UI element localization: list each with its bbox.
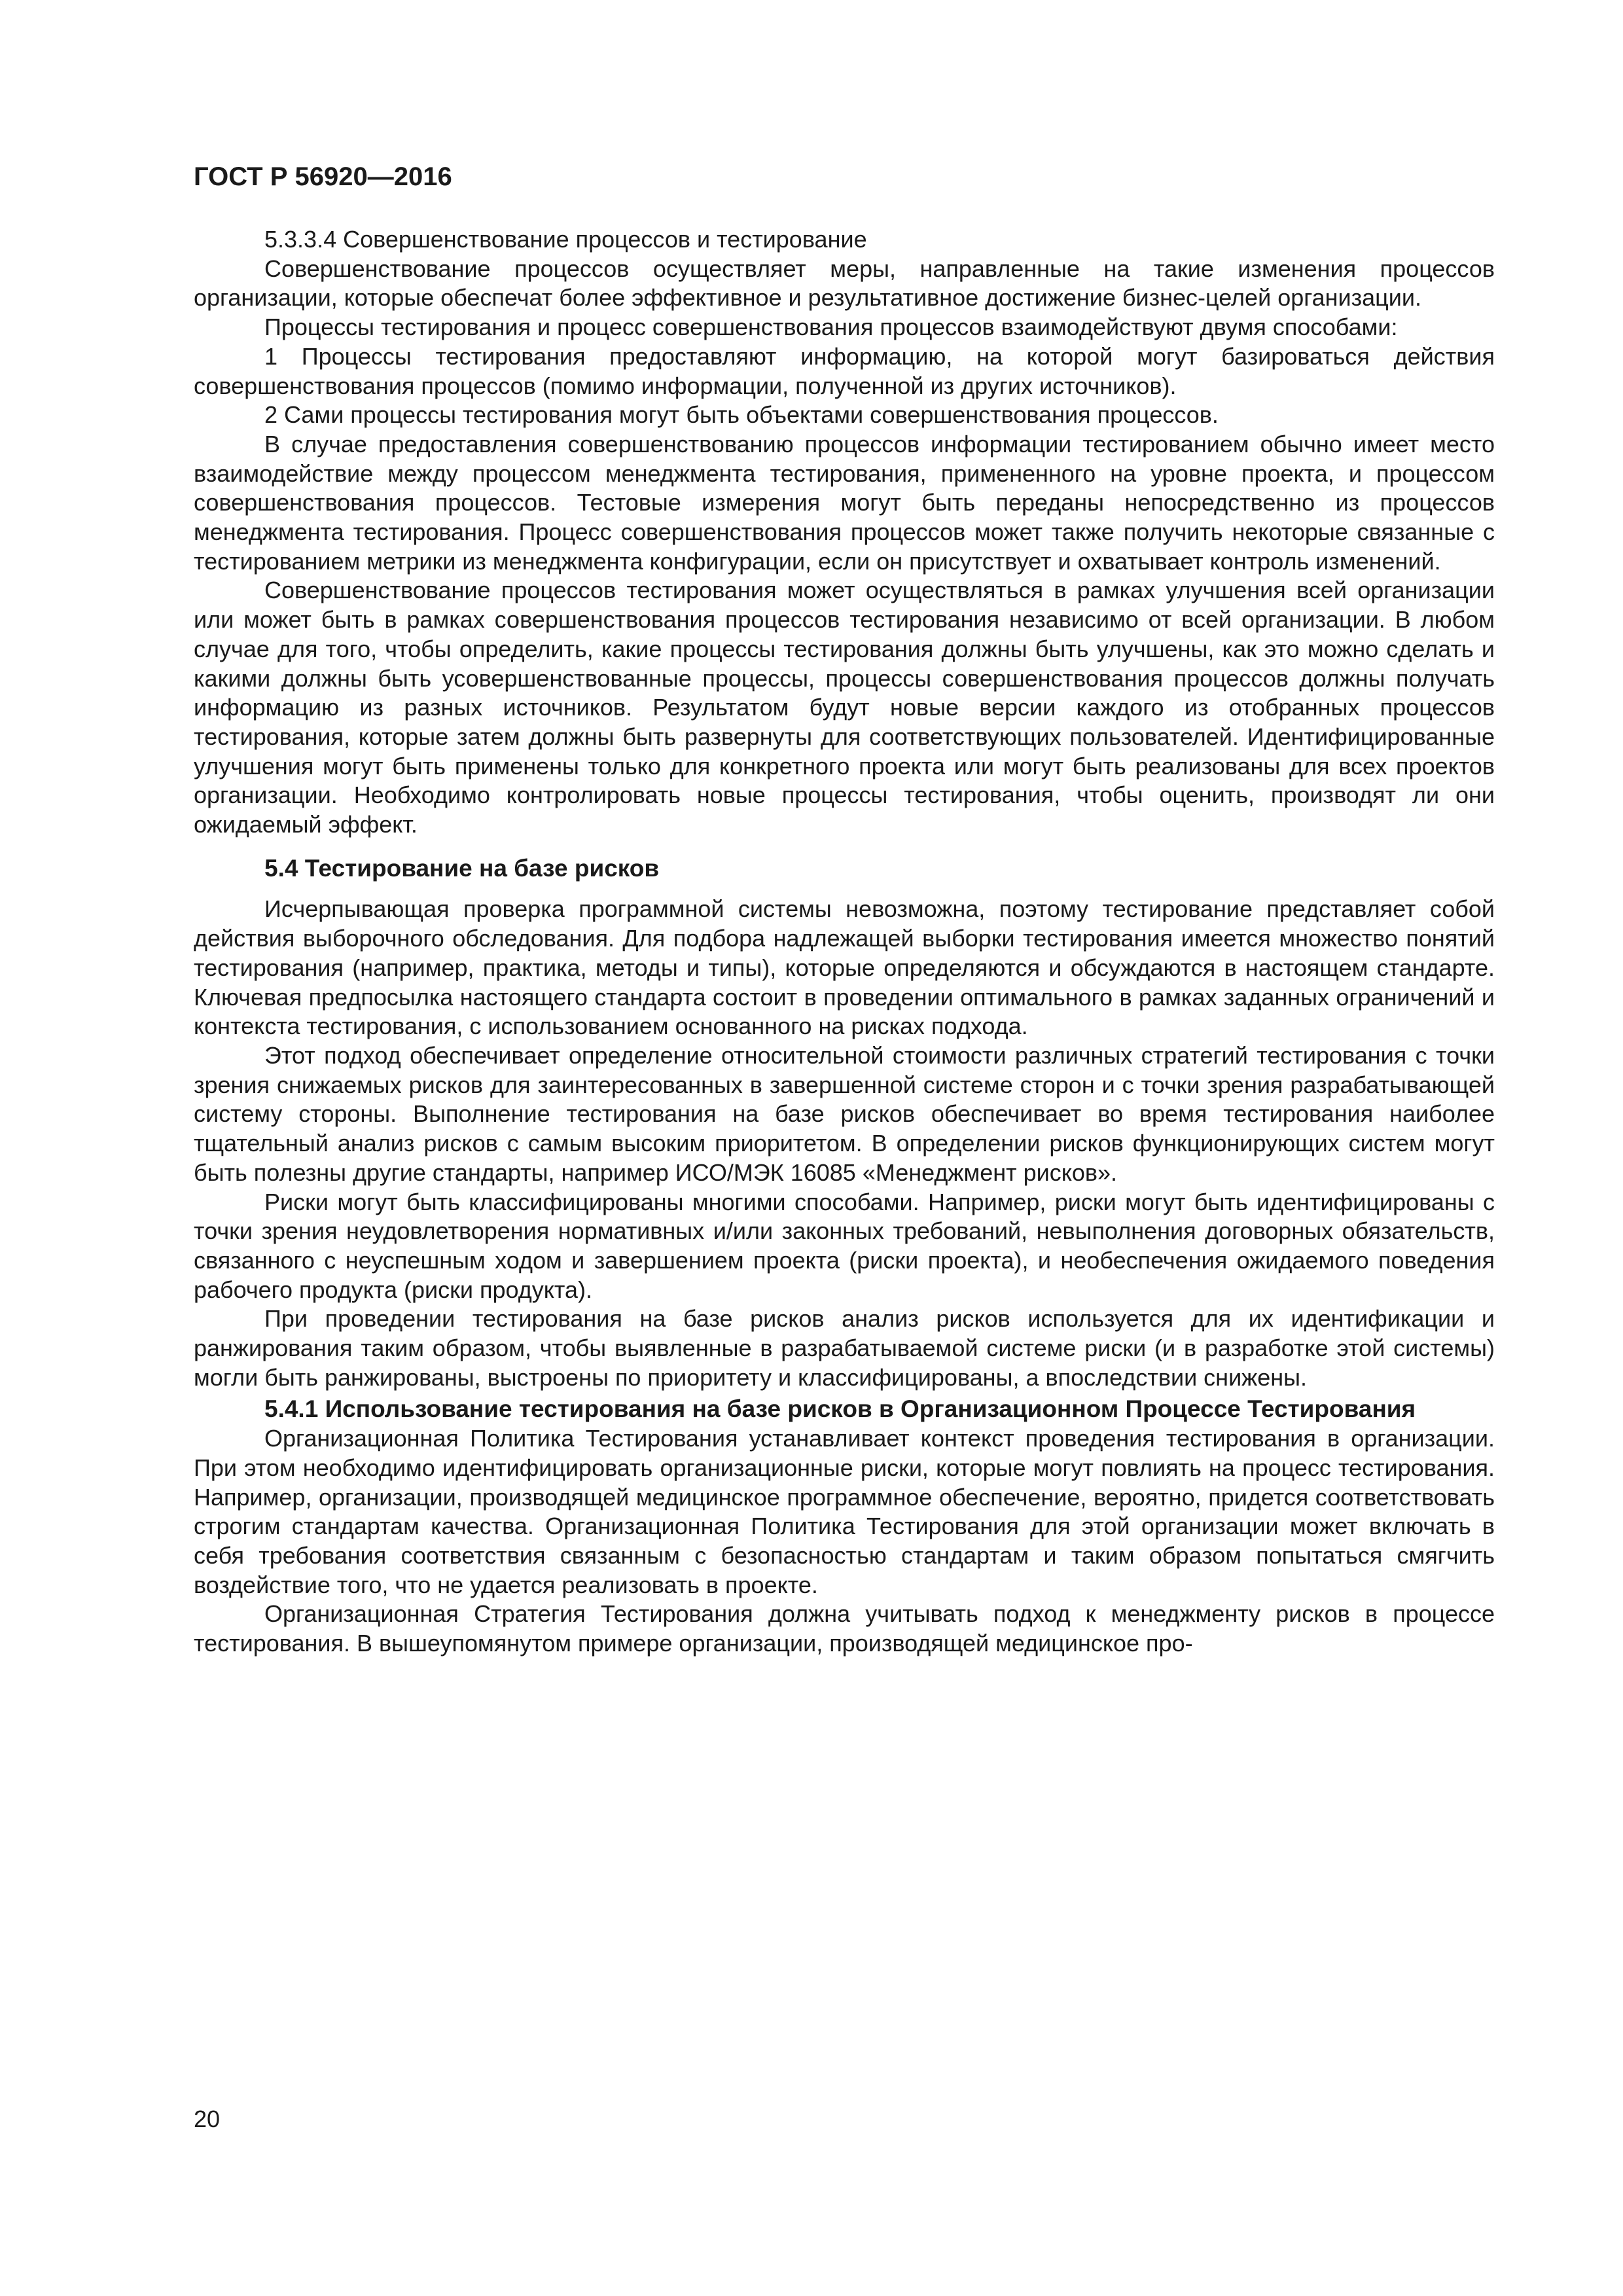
list-item: 1 Процессы тестирования предоставляют информацию, на которой могут базироваться действия совершенствования процессов (помимо информации, полученной из других источников). (194, 342, 1495, 399)
section-heading-5-4-1: 5.4.1 Использование тестирования на базе рисков в Организационном Процессе Тестирования (264, 1395, 1416, 1423)
paragraph: Риски могут быть классифицированы многими способами. Например, риски могут быть идентифицированы с точки зрения неудовлетворения нормативных и/или законных требований, невыполнения договорных обязательств, связанного с неуспешным ходом и завершением проекта (риски проекта), и необеспечения ожидаемого поведения рабочего продукта (риски продукта). (194, 1188, 1495, 1303)
document-page (194, 0, 1495, 2296)
paragraph: Организационная Политика Тестирования устанавливает контекст проведения тестирования в организации. При этом необходимо идентифицировать организационные риски, которые могут повлиять на процесс тестирования. Например, организации, производящей медицинское программное обеспечение, вероятно, придется соответствовать строгим стандартам качества. Организационная Политика Тестирования для этой организации может включать в себя требования соответствия связанным с безопасностью стандартам и таким образом попытаться смягчить воздействие того, что не удается реализовать в проекте. (194, 1425, 1495, 1598)
paragraph: Процессы тестирования и процесс совершенствования процессов взаимодействуют двумя способами: (264, 314, 1398, 341)
paragraph: В случае предоставления совершенствованию процессов информации тестированием обычно имеет место взаимодействие между процессом менеджмента тестирования, примененного на уровне проекта, и процессом совершенствования процессов. Тестовые измерения могут быть переданы непосредственно из процессов менеджмента тестирования. Процесс совершенствования процессов может также получить некоторые связанные с тестированием метрики из менеджмента конфигурации, если он присутствует и охватывает контроль изменений. (194, 430, 1495, 575)
paragraph: Совершенствование процессов тестирования может осуществляться в рамках улучшения всей организации или может быть в рамках совершенствования процессов тестирования независимо от всей организации. В любом случае для того, чтобы определить, какие процессы тестирования должны быть улучшены, как это можно сделать и какими должны быть усовершенствованные процессы, процессы совершенствования процессов должны получать информацию из разных источников. Результатом будут новые версии каждого из отобранных процессов тестирования, которые затем должны быть развернуты для соответствующих пользователей. Идентифицированные улучшения могут быть применены только для конкретного проекта или могут быть реализованы для всех проектов организации. Необходимо контролировать новые процессы тестирования, чтобы оценить, производят ли они ожидаемый эффект. (194, 577, 1495, 838)
paragraph: Исчерпывающая проверка программной системы невозможна, поэтому тестирование представляет собой действия выборочного обследования. Для подбора надлежащей выборки тестирования имеется множество понятий тестирования (например, практика, методы и типы), которые определяются и обсуждаются в настоящем стандарте. Ключевая предпосылка настоящего стандарта состоит в проведении оптимального в рамках заданных ограничений и контекста тестирования, с использованием основанного на рисках подхода. (194, 895, 1495, 1040)
page-content (194, 225, 1495, 1659)
clause-heading-5-3-3-4: 5.3.3.4 Совершенствование процессов и тестирование (264, 226, 867, 253)
paragraph: При проведении тестирования на базе рисков анализ рисков используется для их идентификации и ранжирования таким образом, чтобы выявленные в разрабатываемой системе риски (и в разработке этой системы) могли быть ранжированы, выстроены по приоритету и классифицированы, а впоследствии снижены. (194, 1305, 1495, 1391)
list-item: 2 Сами процессы тестирования могут быть объектами совершенствования процессов. (264, 401, 1219, 429)
paragraph: Этот подход обеспечивает определение относительной стоимости различных стратегий тестирования с точки зрения снижаемых рисков для заинтересованных в завершенной системе сторон и с точки зрения разрабатывающей систему стороны. Выполнение тестирования на базе рисков обеспечивает во время тестирования наиболее тщательный анализ рисков с самым высоким приоритетом. В определении рисков функционирующих систем могут быть полезны другие стандарты, например ИСО/МЭК 16085 «Менеджмент рисков». (194, 1041, 1495, 1186)
paragraph: Совершенствование процессов осуществляет меры, направленные на такие изменения процессов организации, которые обеспечат более эффективное и результативное достижение бизнес-целей организации. (194, 255, 1495, 312)
paragraph: Организационная Стратегия Тестирования должна учитывать подход к менеджменту рисков в процессе тестирования. В вышеупомянутом примере организации, производящей медицинское про- (194, 1600, 1495, 1657)
page-number: 20 (194, 2106, 221, 2132)
standard-id-header: ГОСТ Р 56920—2016 (194, 162, 452, 191)
section-heading-5-4: 5.4 Тестирование на базе рисков (264, 854, 660, 882)
